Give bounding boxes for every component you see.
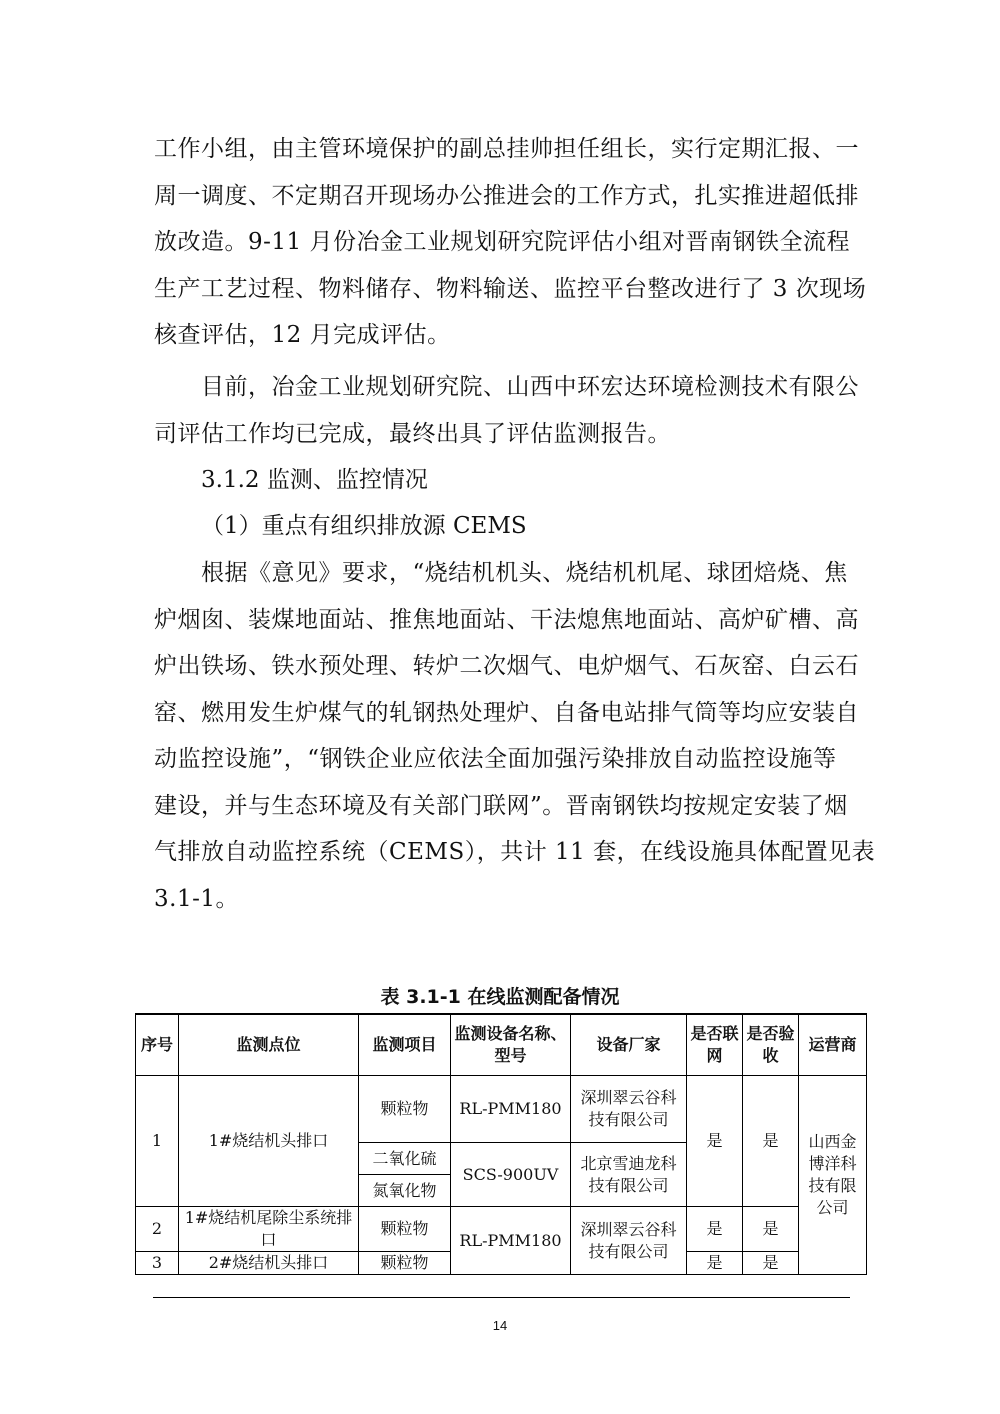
header-cell: 设备厂家 (571, 1014, 687, 1076)
text-line: 根据《意见》要求，“烧结机机头、烧结机机尾、球团焙烧、焦 (201, 560, 848, 586)
cell-maker: 深圳翠云谷科技有限公司 (571, 1207, 687, 1275)
table-header-row (136, 1014, 867, 1076)
cell-item: 颗粒物 (359, 1207, 451, 1252)
header-cell: 是否验收 (743, 1014, 799, 1076)
table-row (136, 1207, 867, 1252)
text-line: 工作小组，由主管环境保护的副总挂帅担任组长，实行定期汇报、一 (154, 136, 859, 162)
text-line: 炉出铁场、铁水预处理、转炉二次烟气、电炉烟气、石灰窑、白云石 (154, 653, 859, 679)
cell-model: RL-PMM180 (451, 1076, 571, 1143)
cell-point: 1#烧结机尾除尘系统排口 (179, 1207, 359, 1252)
cell-item: 颗粒物 (359, 1252, 451, 1275)
text-line: 生产工艺过程、物料储存、物料输送、监控平台整改进行了 3 次现场 (154, 275, 867, 302)
cell-accepted: 是 (743, 1076, 799, 1207)
cell-online: 是 (687, 1252, 743, 1275)
text-line: 动监控设施”，“钢铁企业应依法全面加强污染排放自动监控设施等 (154, 746, 837, 772)
text-line: 气排放自动监控系统（CEMS），共计 11 套，在线设施具体配置见表 (154, 839, 876, 865)
cell-item: 颗粒物 (359, 1076, 451, 1143)
monitoring-table (135, 1013, 867, 1275)
header-cell: 是否联网 (687, 1014, 743, 1076)
cell-maker: 深圳翠云谷科技有限公司 (571, 1076, 687, 1143)
header-cell: 运营商 (799, 1014, 867, 1076)
section-heading: 3.1.2 监测、监控情况 (201, 467, 428, 493)
cell-no: 2 (136, 1207, 179, 1252)
cell-item: 二氧化硫 (359, 1143, 451, 1175)
header-cell: 序号 (136, 1014, 179, 1076)
text-line: 窑、燃用发生炉煤气的轧钢热处理炉、自备电站排气筒等均应安装自 (154, 699, 859, 726)
cell-accepted: 是 (743, 1207, 799, 1252)
cell-model: SCS-900UV (451, 1143, 571, 1207)
cell-online: 是 (687, 1207, 743, 1252)
cell-no: 1 (136, 1076, 179, 1207)
text-line: 目前，冶金工业规划研究院、山西中环宏达环境检测技术有限公 (201, 374, 859, 400)
sub-heading: （1）重点有组织排放源 CEMS (201, 513, 527, 539)
header-cell: 监测点位 (179, 1014, 359, 1076)
header-cell: 监测项目 (359, 1014, 451, 1076)
table-caption: 表 3.1-1 在线监测配备情况 (380, 986, 620, 1008)
cell-accepted: 是 (743, 1252, 799, 1275)
paragraph-2 (154, 364, 861, 457)
text-line: 炉烟囱、装煤地面站、推焦地面站、干法熄焦地面站、高炉矿槽、高 (154, 606, 859, 633)
cell-online: 是 (687, 1076, 743, 1207)
text-line: 建设，并与生态环境及有关部门联网”。晋南钢铁均按规定安装了烟 (154, 792, 848, 819)
page-number: 14 (492, 1318, 508, 1333)
header-cell: 监测设备名称、型号 (451, 1014, 571, 1076)
cell-point: 1#烧结机头排口 (179, 1076, 359, 1207)
footer-divider (153, 1297, 850, 1298)
text-line: 3.1-1。 (154, 885, 239, 912)
paragraph-3 (154, 550, 876, 922)
cell-maker: 北京雪迪龙科技有限公司 (571, 1143, 687, 1207)
text-line: 核查评估，12 月完成评估。 (154, 322, 451, 348)
text-line: 周一调度、不定期召开现场办公推进会的工作方式，扎实推进超低排 (154, 182, 859, 209)
cell-point: 2#烧结机头排口 (179, 1252, 359, 1275)
table-row (136, 1076, 867, 1143)
cell-item: 氮氧化物 (359, 1175, 451, 1207)
cell-operator: 山西金博洋科技有限公司 (799, 1076, 867, 1275)
text-line: 放改造。9-11 月份冶金工业规划研究院评估小组对晋南钢铁全流程 (154, 229, 850, 255)
text-line: 司评估工作均已完成，最终出具了评估监测报告。 (154, 420, 671, 447)
cell-no: 3 (136, 1252, 179, 1275)
paragraph-1 (154, 126, 867, 359)
cell-model: RL-PMM180 (451, 1207, 571, 1275)
